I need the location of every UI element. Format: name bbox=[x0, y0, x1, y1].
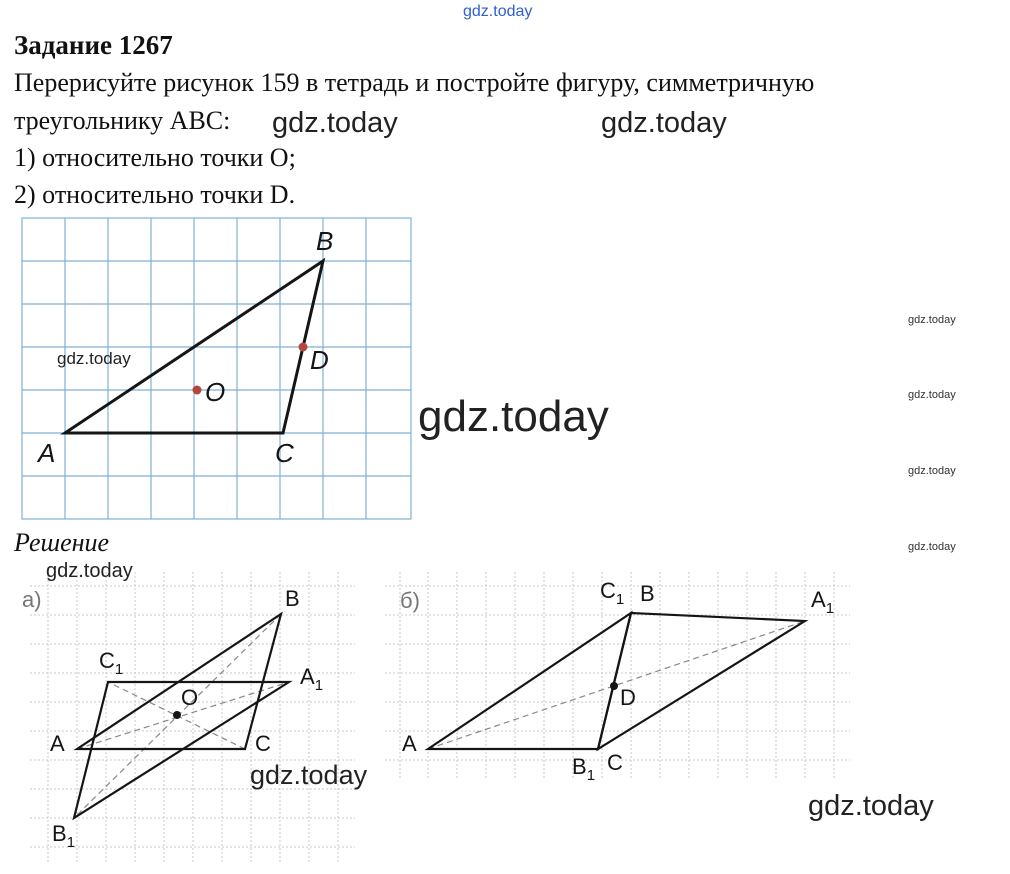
solution-b-triangle-abc bbox=[428, 613, 631, 749]
task-title: Задание 1267 bbox=[14, 30, 173, 60]
watermark: gdz.today bbox=[908, 389, 956, 401]
task-text-line-2: треугольнику ABC: bbox=[14, 106, 231, 135]
solution-a-label-c1: $C_1$ bbox=[99, 648, 124, 678]
label-a: A bbox=[38, 438, 56, 468]
label-o: O bbox=[205, 377, 226, 407]
label-d: D bbox=[310, 345, 329, 375]
solution-b-label-c1: $C_1$ bbox=[600, 578, 625, 608]
solution-b-label-c: C bbox=[607, 750, 623, 775]
solution-b-point-d bbox=[610, 682, 618, 690]
solution-b-tag: б) bbox=[400, 588, 420, 613]
watermark: gdz.today bbox=[808, 790, 934, 822]
watermark: gdz.today bbox=[272, 107, 398, 139]
solution-a-label-a1: $A_1$ bbox=[300, 664, 324, 694]
solution-b-label-d: D bbox=[620, 685, 636, 710]
watermark: gdz.today bbox=[601, 107, 727, 139]
watermark: gdz.today bbox=[908, 465, 956, 477]
watermark-top: gdz.today bbox=[463, 3, 533, 20]
solution-a-label-b1: $B_1$ bbox=[52, 821, 76, 851]
solution-a-label-o: O bbox=[181, 685, 199, 710]
solution-b-label-a1: $A_1$ bbox=[811, 587, 835, 617]
label-b: B bbox=[316, 226, 334, 256]
solution-b-label-b: B bbox=[640, 581, 655, 606]
task-text-line-3: 1) относительно точки O; bbox=[14, 143, 296, 172]
watermark: gdz.today bbox=[908, 541, 956, 553]
solution-a-label-b: B bbox=[285, 586, 300, 611]
solution-b-label-a: A bbox=[402, 731, 417, 756]
watermark: gdz.today bbox=[57, 349, 131, 368]
solution-b-label-b1: $B_1$ bbox=[572, 754, 596, 784]
solution-a-label-a: A bbox=[50, 731, 65, 756]
solution-a-label-c: C bbox=[255, 731, 271, 756]
watermark: gdz.today bbox=[46, 560, 133, 582]
solution-heading: Решение bbox=[14, 528, 110, 557]
task-text-line-4: 2) относительно точки D. bbox=[14, 180, 296, 209]
watermark: gdz.today bbox=[418, 392, 609, 441]
watermark: gdz.today bbox=[250, 760, 368, 790]
watermark: gdz.today bbox=[908, 314, 956, 326]
solution-a-tag: а) bbox=[22, 587, 42, 612]
label-c: C bbox=[275, 438, 294, 468]
task-text-line-1: Перерисуйте рисунок 159 в тетрадь и постройте фигуру, симметричную bbox=[14, 68, 815, 97]
